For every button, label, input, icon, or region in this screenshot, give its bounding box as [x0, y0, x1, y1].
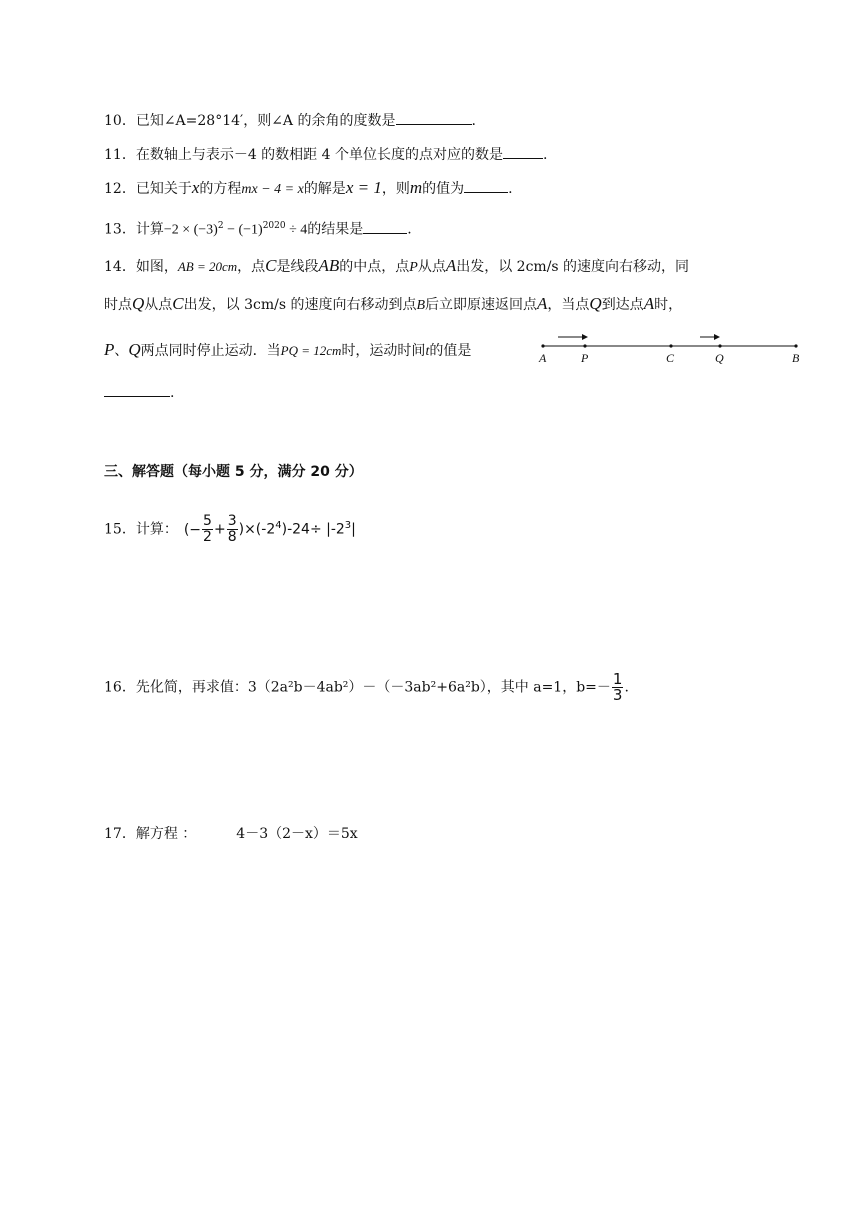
segment-ab: AB — [318, 256, 340, 275]
question-text: ，点 — [237, 259, 266, 275]
arrow-icon — [558, 334, 588, 340]
question-text: 先化简，再求值： — [135, 679, 248, 696]
question-text: 出发，以 2cm/s 的速度向右移动，同 — [456, 259, 690, 275]
numerator: 3 — [227, 513, 237, 529]
label-a: A — [539, 351, 547, 365]
answer-blank[interactable] — [464, 178, 508, 193]
point-q: Q — [589, 294, 602, 313]
number-line-figure — [534, 330, 810, 370]
question-text: 后立即原速返回点 — [425, 297, 538, 313]
question-number: 10． — [104, 113, 136, 129]
denominator: 2 — [203, 529, 212, 545]
period: . — [170, 385, 175, 401]
exponent: 4 — [275, 519, 282, 531]
label-c: C — [666, 351, 675, 365]
point-b: B — [416, 298, 426, 313]
answer-blank[interactable] — [503, 144, 543, 159]
question-number: 15． — [104, 521, 136, 538]
expression-part: −2 × (−3) — [163, 222, 218, 238]
period: . — [543, 147, 548, 163]
question-14-line-2 — [104, 294, 682, 316]
exponent: 2 — [217, 221, 224, 231]
question-14-line-4 — [104, 382, 174, 403]
point-a-dot — [541, 344, 544, 347]
section-heading: 三、解答题（每小题 5 分，满分 20 分） — [104, 464, 363, 480]
question-text: 两点同时停止运动．当 — [140, 343, 281, 359]
question-text: 从点 — [144, 297, 173, 313]
question-text: 的值为 — [422, 181, 465, 197]
question-14-line-3 — [104, 340, 471, 362]
question-text: 计算： — [135, 521, 178, 538]
point-c: C — [172, 294, 184, 313]
segment-length: AB = 20cm — [177, 259, 238, 274]
expression-part: − (−1) — [223, 222, 263, 238]
solution: x = 1 — [345, 178, 382, 197]
question-text: 已知∠A=28°14′，则∠A 的余角的度数是 — [135, 113, 396, 129]
question-13 — [104, 216, 412, 241]
label-p: P — [581, 351, 589, 365]
expression-part: )×(-2 — [238, 521, 276, 538]
fraction — [202, 514, 213, 545]
variable-t: t — [425, 344, 430, 359]
equation: 4－3（2－x）＝5x — [236, 826, 358, 842]
answer-blank[interactable] — [396, 110, 472, 125]
point-p: P — [104, 340, 115, 359]
fraction — [612, 672, 624, 703]
variable-m: m — [409, 178, 423, 197]
expression-part: ÷ 4 — [285, 222, 308, 238]
exponent: 2020 — [262, 221, 286, 231]
point-q-dot — [718, 344, 721, 347]
question-text: 已知关于 — [135, 181, 192, 197]
question-text: 的结果是 — [307, 221, 364, 238]
open-paren: (− — [183, 521, 202, 538]
question-number: 13． — [104, 221, 136, 238]
denominator: 3 — [612, 686, 623, 704]
question-text: 到达点 — [601, 297, 644, 313]
question-text: ，当点 — [547, 297, 590, 313]
point-p: P — [409, 260, 418, 275]
period: . — [508, 181, 513, 197]
expression-part: | — [351, 521, 356, 538]
label-q: Q — [715, 351, 724, 365]
plus-sign: + — [213, 521, 226, 538]
question-text: 的解是 — [303, 181, 346, 197]
question-11 — [104, 144, 547, 165]
point-q: Q — [132, 294, 145, 313]
period: . — [624, 679, 629, 696]
point-a: A — [445, 256, 457, 275]
answer-blank[interactable] — [104, 382, 170, 397]
point-q: Q — [128, 340, 141, 359]
expression: 3（2a²b－4ab²）－（－3ab²+6a²b），其中 a=1，b=－ — [247, 679, 611, 696]
question-text: 出发，以 3cm/s 的速度向右移动到点 — [183, 297, 417, 313]
fraction — [227, 514, 238, 545]
question-14-line-1 — [104, 256, 689, 278]
question-number: 11． — [104, 147, 136, 163]
question-text: 计算 — [135, 221, 164, 238]
point-a: A — [643, 294, 655, 313]
answer-blank[interactable] — [363, 219, 407, 234]
question-number: 17． — [104, 826, 136, 842]
point-b-dot — [794, 344, 797, 347]
question-text: 是线段 — [276, 259, 319, 275]
numerator: 5 — [203, 513, 212, 529]
question-text: 从点 — [417, 259, 446, 275]
equation: mx − 4 = x — [241, 182, 304, 197]
question-text: 时点 — [104, 297, 132, 313]
question-text: 时， — [654, 297, 683, 313]
question-text: ，则 — [381, 181, 410, 197]
question-text: 的中点，点 — [339, 259, 410, 275]
period: . — [407, 221, 412, 238]
question-text: 的方程 — [199, 181, 242, 197]
exponent: 3 — [344, 519, 352, 531]
point-c: C — [265, 256, 277, 275]
question-number: 16． — [104, 679, 136, 696]
point-p-dot — [583, 344, 586, 347]
point-c-dot — [669, 344, 672, 347]
question-number: 14． — [104, 259, 136, 275]
question-text: 的值是 — [429, 343, 472, 359]
question-text: 时，运动时间 — [341, 343, 426, 359]
question-12 — [104, 178, 513, 200]
period: . — [471, 113, 476, 129]
question-text: 解方程 ： — [135, 826, 197, 842]
numerator: 1 — [612, 670, 623, 688]
question-16 — [104, 672, 629, 703]
label-b: B — [792, 351, 800, 365]
distance-pq: PQ = 12cm — [280, 343, 342, 358]
question-text: 如图， — [135, 259, 178, 275]
arrow-icon — [700, 334, 720, 340]
question-15 — [104, 514, 356, 545]
variable-x: x — [191, 178, 200, 197]
question-text: 在数轴上与表示－4 的数相距 4 个单位长度的点对应的数是 — [135, 147, 503, 163]
question-number: 12． — [104, 181, 136, 197]
question-text: 、 — [114, 343, 129, 359]
point-a: A — [537, 294, 548, 313]
question-10 — [104, 110, 476, 131]
expression-part: )-24÷ |-2 — [281, 521, 345, 538]
question-17 — [104, 824, 358, 844]
denominator: 8 — [227, 529, 237, 545]
